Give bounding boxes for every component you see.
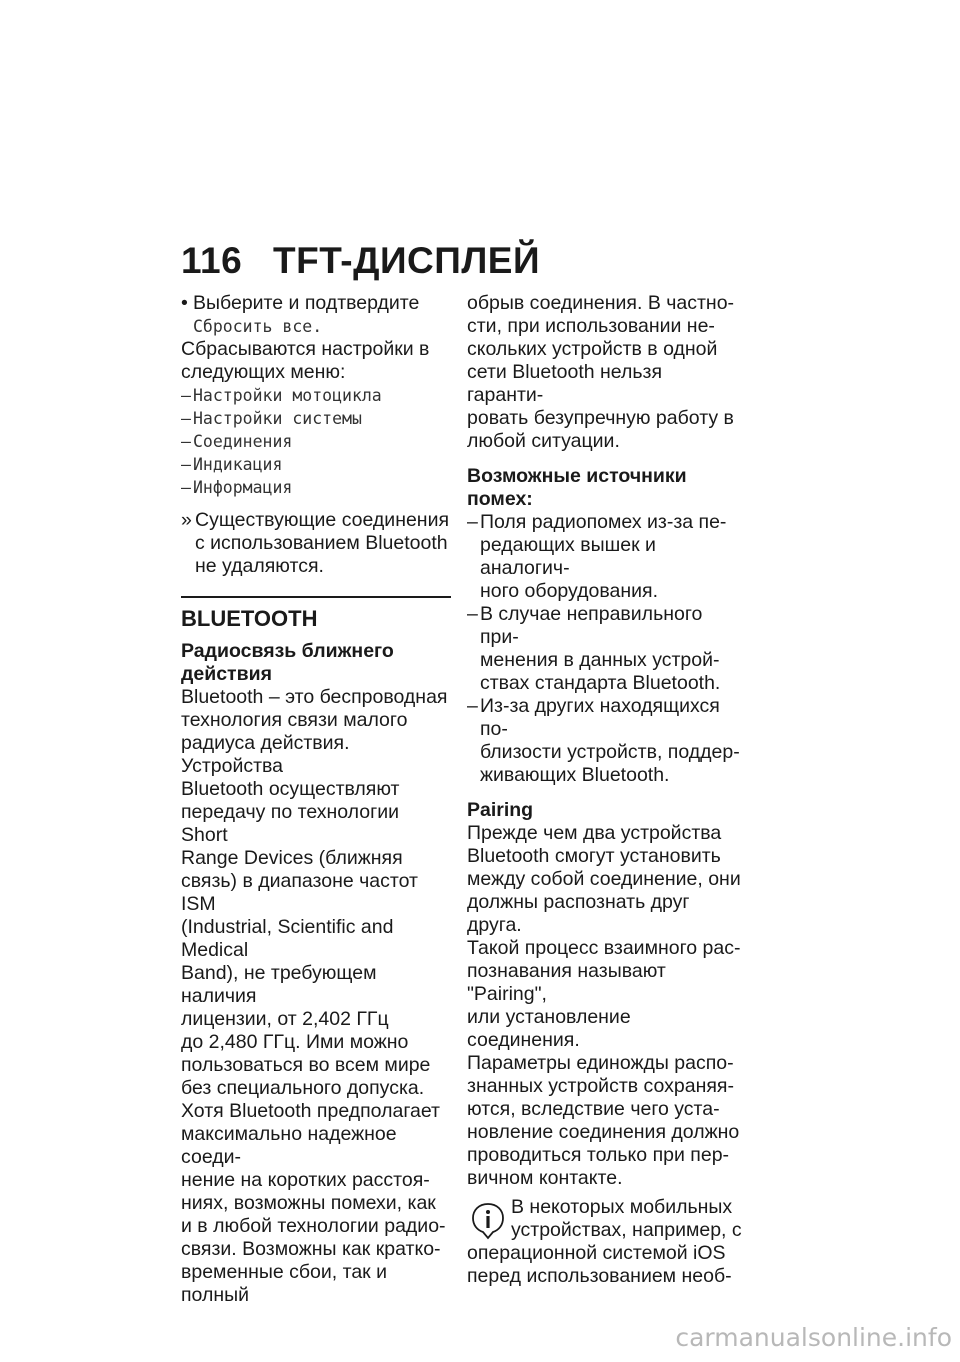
- body-line: должны распознать друг друга.: [467, 891, 690, 936]
- body-line: радиуса действия. Устройства: [181, 732, 350, 777]
- item-line: живающих Bluetooth.: [480, 764, 670, 786]
- interference-item: [467, 511, 743, 603]
- info-icon: [471, 1202, 505, 1240]
- interference-item: [467, 603, 743, 695]
- body-line: новление соединения должно: [467, 1121, 740, 1143]
- body-line: Прежде чем два устройства: [467, 822, 722, 844]
- interference-item: [467, 695, 743, 787]
- body-line: сти, при использовании не-: [467, 315, 715, 337]
- body-line: Bluetooth – это беспроводная: [181, 686, 448, 708]
- body-line: познавания называют "Pairing",: [467, 960, 666, 1005]
- left-column: [181, 292, 451, 1307]
- continued-text: [467, 292, 743, 453]
- note-line: перед использованием необ-: [467, 1265, 732, 1287]
- body-line: или установление соединения.: [467, 1006, 631, 1051]
- menu-item: – Индикация: [181, 453, 451, 476]
- page-header: [181, 240, 540, 282]
- menu-item: – Соединения: [181, 430, 451, 453]
- item-line: ствах стандарта Bluetooth.: [480, 672, 721, 694]
- body-line: лицензии, от 2,402 ГГц: [181, 1008, 389, 1030]
- step-item: [181, 292, 451, 315]
- body-line: передачу по технологии Short: [181, 801, 400, 846]
- body-line: пользоваться во всем мире: [181, 1054, 431, 1076]
- pairing-title: Pairing: [467, 799, 534, 821]
- body-line: Хотя Bluetooth предполагает: [181, 1100, 440, 1122]
- body-line: ются, вследствие чего уста-: [467, 1098, 720, 1120]
- right-column: [467, 292, 743, 1288]
- body-line: максимально надежное соеди-: [181, 1123, 397, 1168]
- note-line: устройствах, например, с: [511, 1219, 742, 1241]
- item-line: – Из-за других находящихся по-: [480, 695, 720, 740]
- body-line: ниях, возможны помехи, как: [181, 1192, 436, 1214]
- interference-list: [467, 511, 743, 787]
- menu-list: [181, 384, 451, 499]
- page-number: 116: [181, 240, 243, 281]
- body-line: сети Bluetooth нельзя гаранти-: [467, 361, 663, 406]
- body-line: нение на коротких расстоя-: [181, 1169, 430, 1191]
- body-line: ровать безупречную работу в: [467, 407, 734, 429]
- section-divider: [181, 596, 451, 598]
- menu-item: – Информация: [181, 476, 451, 499]
- body-line: Такой процесс взаимного рас-: [467, 937, 741, 959]
- watermark: carmanualsonline.info: [675, 1323, 952, 1352]
- body-line: без специального допуска.: [181, 1077, 425, 1099]
- body-line: вичном контакте.: [467, 1167, 623, 1189]
- body-line: технология связи малого: [181, 709, 408, 731]
- body-line: Bluetooth осуществляют: [181, 778, 400, 800]
- body-line: знанных устройств сохраняя-: [467, 1075, 734, 1097]
- section-title: BLUETOOTH: [181, 606, 318, 631]
- body-line: Параметры единожды распо-: [467, 1052, 734, 1074]
- body-line: Bluetooth смогут установить: [467, 845, 721, 867]
- menu-item: – Настройки мотоцикла: [181, 384, 451, 407]
- interference-title: Возможные источники помех:: [467, 465, 687, 510]
- menu-item: – Настройки системы: [181, 407, 451, 430]
- body-line: временные сбои, так и полный: [181, 1261, 388, 1306]
- note-line: В некоторых мобильных: [511, 1196, 733, 1218]
- body-line: связи. Возможны как кратко-: [181, 1238, 441, 1260]
- body-line: и в любой технологии радио-: [181, 1215, 446, 1237]
- result-text: » Существующие соединения с использованием Bluetooth не удаляются.: [181, 509, 451, 578]
- body-line: обрыв соединения. В частно-: [467, 292, 735, 314]
- body-line: скольких устройств в одной: [467, 338, 718, 360]
- subsection-title: Радиосвязь ближнего действия: [181, 640, 394, 685]
- item-line: менения в данных устрой-: [480, 649, 720, 671]
- body-line: (Industrial, Scientific and Medical: [181, 916, 394, 961]
- body-text: [181, 686, 451, 1307]
- item-line: близости устройств, поддер-: [480, 741, 740, 763]
- info-note: [467, 1196, 743, 1288]
- body-line: Range Devices (ближняя: [181, 847, 403, 869]
- body-line: проводиться только при пер-: [467, 1144, 730, 1166]
- body-line: любой ситуации.: [467, 430, 620, 452]
- item-line: – В случае неправильного при-: [480, 603, 703, 648]
- body-line: Band), не требующем наличия: [181, 962, 377, 1007]
- body-line: связь) в диапазоне частот ISM: [181, 870, 418, 915]
- body-line: до 2,480 ГГц. Ими можно: [181, 1031, 409, 1053]
- note-line: операционной системой iOS: [467, 1242, 726, 1264]
- step-text: Выберите и подтвердите: [193, 292, 420, 314]
- body-line: между собой соединение, они: [467, 868, 741, 890]
- reset-intro: Сбрасываются настройки в следующих меню:: [181, 338, 430, 383]
- item-line: ного оборудования.: [480, 580, 658, 602]
- item-line: – Поля радиопомех из-за пе-: [480, 511, 727, 533]
- item-line: редающих вышек и аналогич-: [480, 534, 656, 579]
- page-title: TFT-ДИСПЛЕЙ: [273, 240, 541, 281]
- pairing-text: [467, 822, 743, 1190]
- step-code: Сбросить все.: [193, 317, 323, 336]
